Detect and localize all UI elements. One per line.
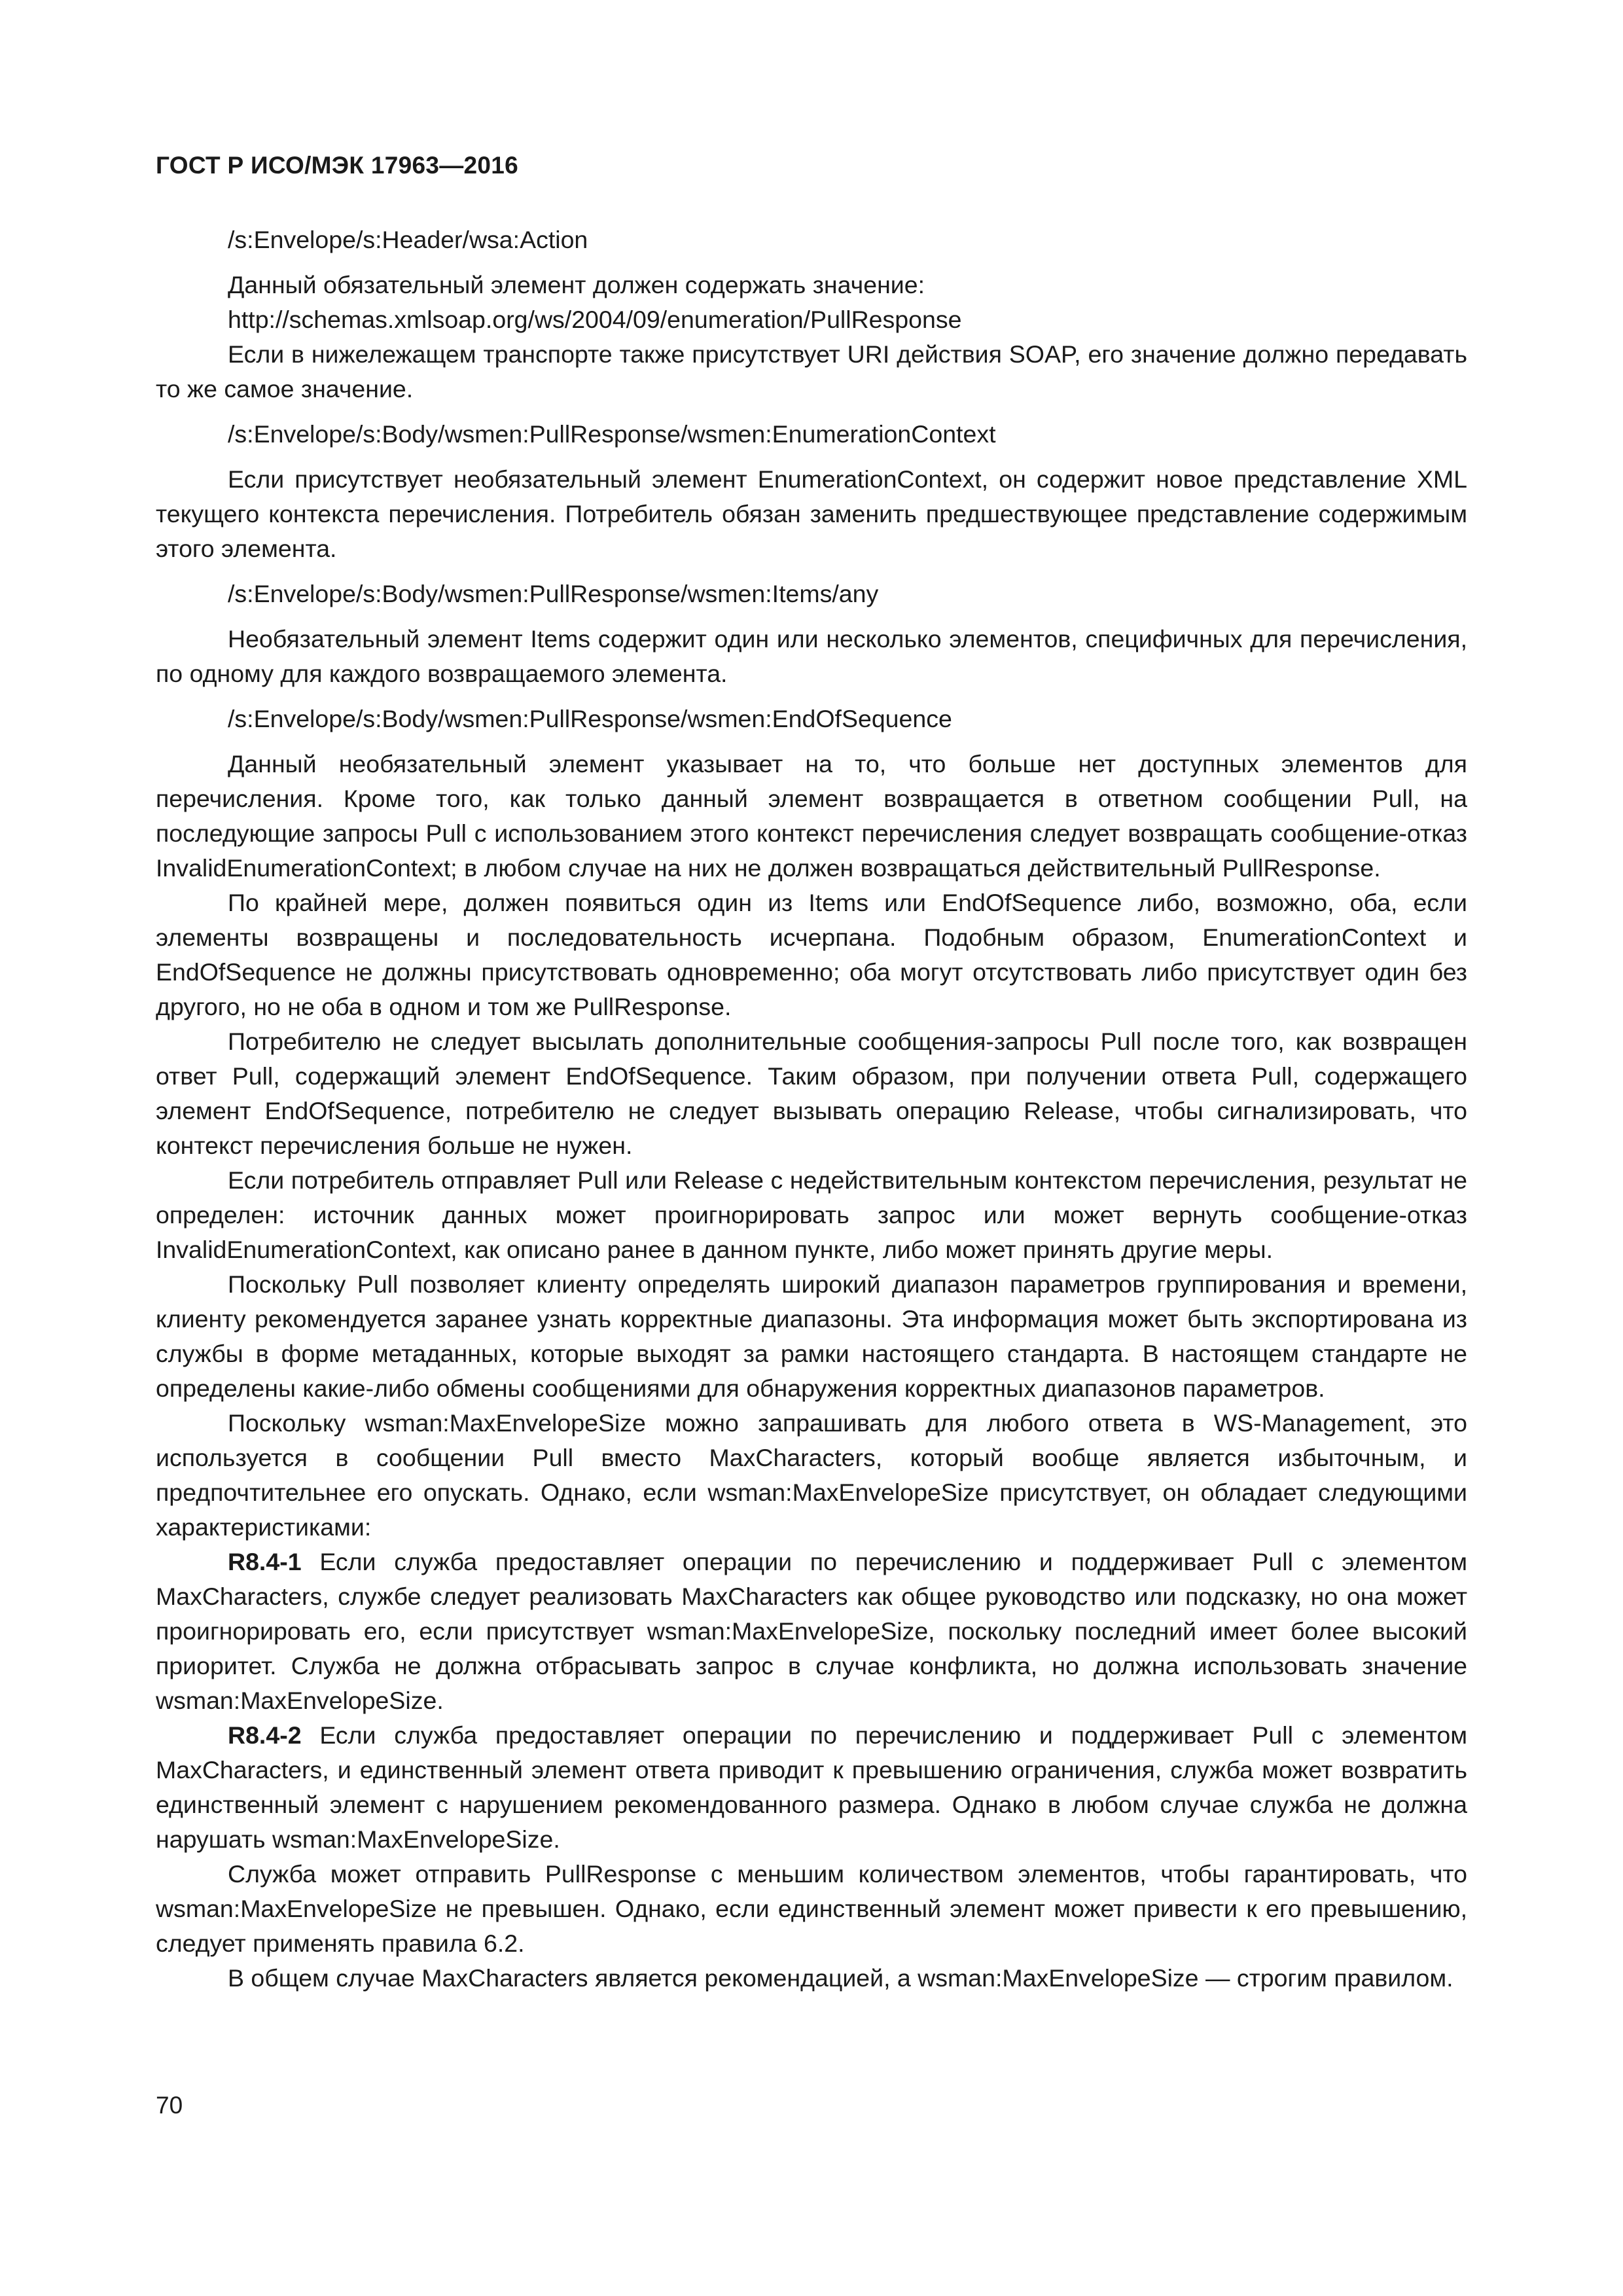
page-header: ГОСТ Р ИСО/МЭК 17963—2016 [156,152,519,179]
paragraph: Поскольку wsman:MaxEnvelopeSize можно запрашивать для любого ответа в WS-Management, это используется в сообщении Pull вместо MaxCharacters, который вообще является избыточным, и предпочтительнее его опускать. Однако, если wsman:MaxEnvelopeSize присутствует, он обладает следующими характеристиками: [156,1409,1467,1541]
paragraph: Данный обязательный элемент должен содержать значение: [228,271,925,298]
paragraph: Если в нижележащем транспорте также присутствует URI действия SOAP, его значение должно передавать то же самое значение. [156,340,1467,403]
xpath-action: /s:Envelope/s:Header/wsa:Action [228,226,588,253]
rule-label: R8.4-1 [228,1548,302,1575]
paragraph: Если потребитель отправляет Pull или Release с недействительным контекстом перечисления, результат не определен: источник данных может проигнорировать запрос или может вернуть сообщение-отказ InvalidEnumerationContext, как описано ранее в данном пункте, либо может принять другие меры. [156,1166,1467,1263]
paragraph: Если присутствует необязательный элемент EnumerationContext, он содержит новое представление XML текущего контекста перечисления. Потребитель обязан заменить предшествующее представление содержимым этого элемента. [156,465,1467,562]
paragraph: Данный необязательный элемент указывает на то, что больше нет доступных элементов для перечисления. Кроме того, как только данный элемент возвращается в ответном сообщении Pull, на последующие запросы Pull с использованием этого контекст перечисления следует возвращать сообщение-отказ InvalidEnumerationContext; в любом случае на них не должен возвращаться действительный PullResponse. [156,750,1467,882]
rule-text: Если служба предоставляет операции по перечислению и поддерживает Pull с элементом MaxCharacters, службе следует реализовать MaxCharacters как общее руководство или подсказку, но она может проигнорировать его, если присутствует wsman:MaxEnvelopeSize, поскольку последний имеет более высокий приоритет. Служба не должна отбрасывать запрос в случае конфликта, но должна использовать значение wsman:MaxEnvelopeSize. [156,1548,1467,1714]
paragraph: Потребителю не следует высылать дополнительные сообщения-запросы Pull после того, как возвращен ответ Pull, содержащий элемент EndOfSequence. Таким образом, при получении ответа Pull, содержащего элемент EndOfSequence, потребителю не следует вызывать операцию Release, чтобы сигнализировать, что контекст перечисления больше не нужен. [156,1028,1467,1159]
paragraph: Поскольку Pull позволяет клиенту определять широкий диапазон параметров группирования и времени, клиенту рекомендуется заранее узнать корректные диапазоны. Эта информация может быть экспортирована из службы в форме метаданных, которые выходят за рамки настоящего стандарта. В настоящем стандарте не определены какие-либо обмены сообщениями для обнаружения корректных диапазонов параметров. [156,1270,1467,1402]
document-body [156,223,1467,1996]
xpath-end-of-sequence: /s:Envelope/s:Body/wsmen:PullResponse/wsmen:EndOfSequence [228,705,952,732]
paragraph: Необязательный элемент Items содержит один или несколько элементов, специфичных для перечисления, по одному для каждого возвращаемого элемента. [156,625,1467,687]
paragraph: Служба может отправить PullResponse с меньшим количеством элементов, чтобы гарантировать, что wsman:MaxEnvelopeSize не превышен. Однако, если единственный элемент может привести к его превышению, следует применять правила 6.2. [156,1860,1467,1957]
namespace-url: http://schemas.xmlsoap.org/ws/2004/09/enumeration/PullResponse [228,306,962,333]
rule-label: R8.4-2 [228,1721,302,1749]
page-number: 70 [156,2092,183,2119]
rule-text: Если служба предоставляет операции по перечислению и поддерживает Pull с элементом MaxCharacters, и единственный элемент ответа приводит к превышению ограничения, служба может возвратить единственный элемент с нарушением рекомендованного размера. Однако в любом случае служба не должна нарушать wsman:MaxEnvelopeSize. [156,1721,1467,1853]
xpath-enumeration-context: /s:Envelope/s:Body/wsmen:PullResponse/wsmen:EnumerationContext [228,420,996,448]
rule-r8-4-1 [156,1545,1467,1718]
xpath-items: /s:Envelope/s:Body/wsmen:PullResponse/wsmen:Items/any [228,580,879,607]
paragraph: По крайней мере, должен появиться один из Items или EndOfSequence либо, возможно, оба, если элементы возвращены и последовательность исчерпана. Подобным образом, EnumerationContext и EndOfSequence не должны присутствовать одновременно; оба могут отсутствовать либо присутствует один без другого, но не оба в одном и том же PullResponse. [156,889,1467,1020]
rule-r8-4-2 [156,1718,1467,1857]
paragraph: В общем случае MaxCharacters является рекомендацией, а wsman:MaxEnvelopeSize — строгим правилом. [228,1964,1454,1992]
